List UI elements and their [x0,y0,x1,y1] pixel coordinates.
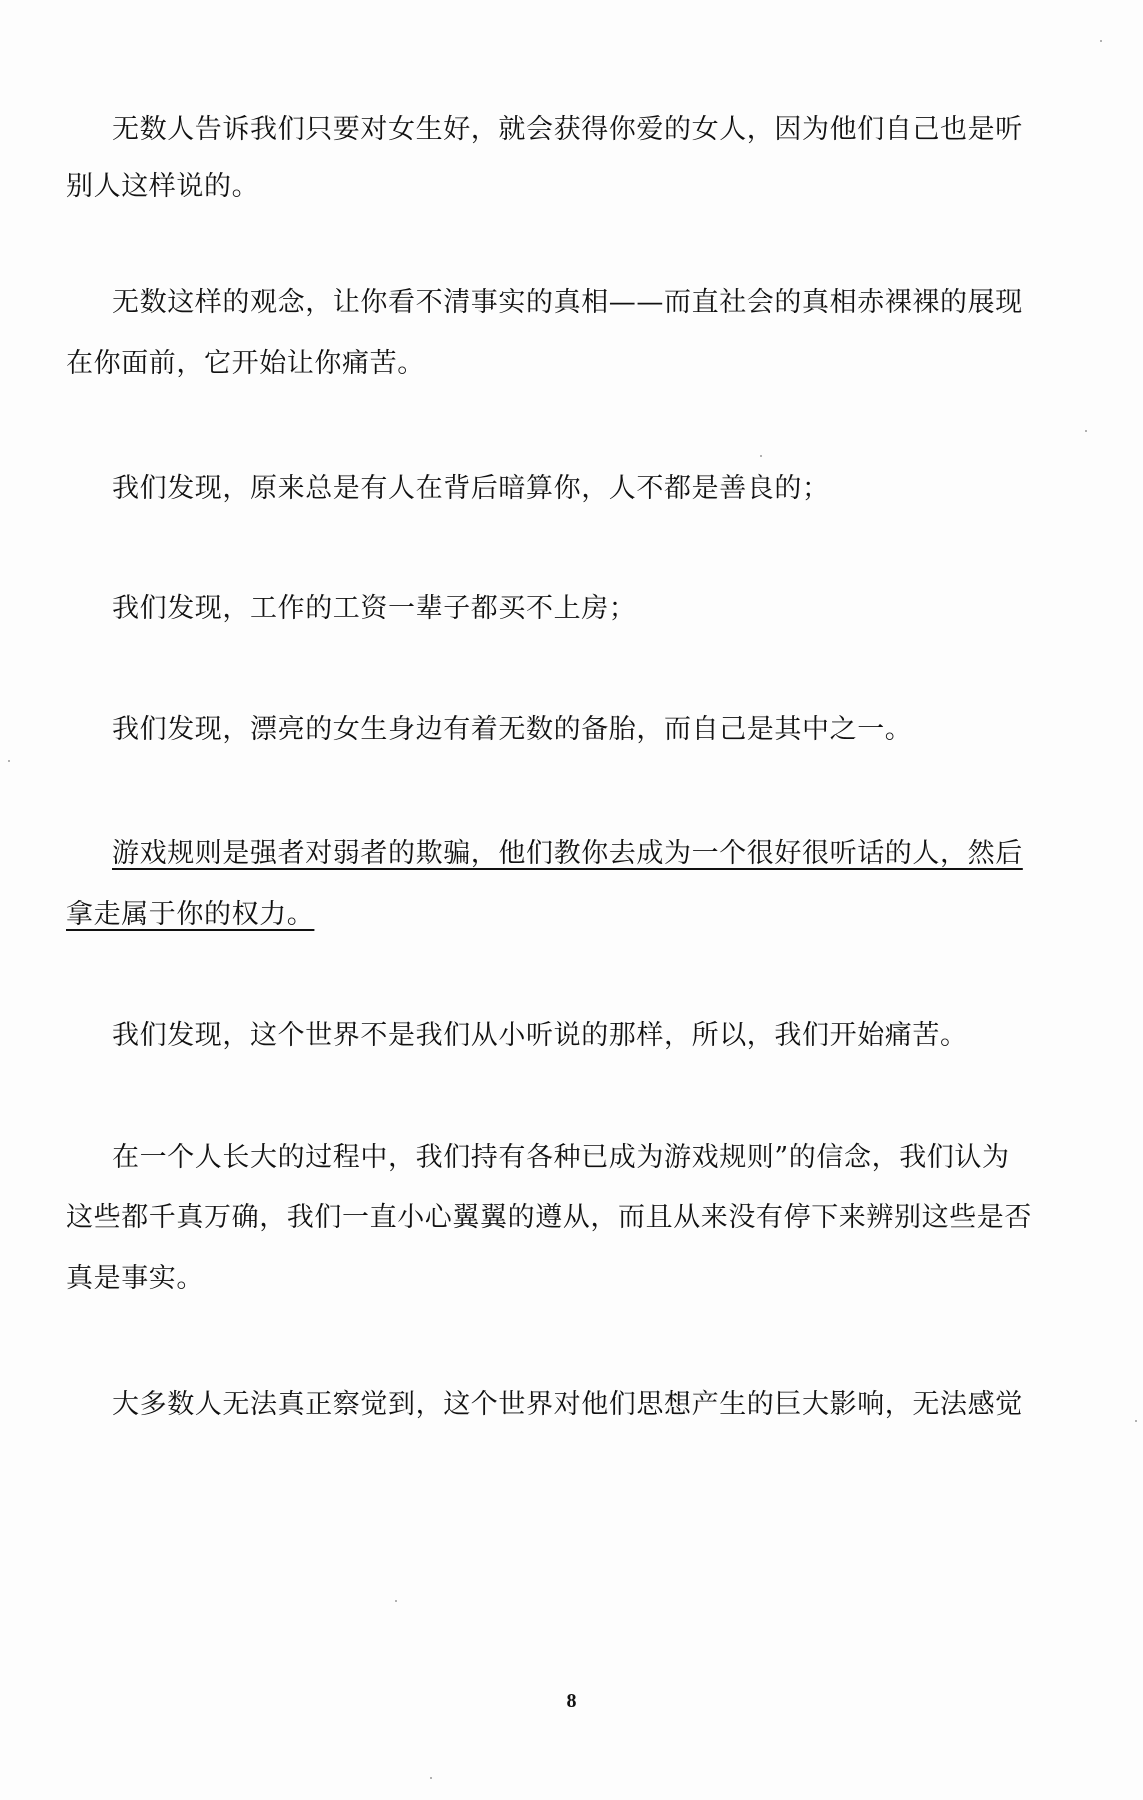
paragraph-1-line-2: 别人这样说的。 [66,171,260,202]
scan-speck [1135,1420,1137,1422]
scan-speck [430,1777,432,1779]
scan-speck [760,455,762,457]
paragraph-2-line-2: 在你面前，它开始让你痛苦。 [66,348,425,379]
paragraph-7: 我们发现，这个世界不是我们从小听说的那样，所以，我们开始痛苦。 [112,1020,968,1051]
underlined-paragraph-line-2: 拿走属于你的权力。 [66,899,315,930]
paragraph-3: 我们发现，原来总是有人在背后暗算你，人不都是善良的； [112,473,830,504]
paragraph-5: 我们发现，漂亮的女生身边有着无数的备胎，而自己是其中之一。 [112,714,913,745]
scan-speck [395,1600,397,1602]
paragraph-8-line-1: 在一个人长大的过程中，我们持有各种已成为游戏规则”的信念，我们认为 [112,1142,1010,1173]
paragraph-4: 我们发现，工作的工资一辈子都买不上房； [112,593,637,624]
paragraph-8-line-3: 真是事实。 [66,1263,204,1294]
underlined-paragraph-line-1: 游戏规则是强者对弱者的欺骗，他们教你去成为一个很好很听话的人，然后 [112,838,1023,869]
page-number: 8 [566,1690,577,1712]
scan-speck [8,760,10,762]
paragraph-1-line-1: 无数人告诉我们只要对女生好，就会获得你爱的女人，因为他们自己也是听 [112,114,1023,145]
scan-speck [1100,40,1102,42]
scan-speck [1085,430,1087,432]
paragraph-9-line-1: 大多数人无法真正察觉到，这个世界对他们思想产生的巨大影响，无法感觉 [112,1389,1023,1420]
paragraph-2-line-1: 无数这样的观念，让你看不清事实的真相——而直社会的真相赤裸裸的展现 [112,287,1023,318]
paragraph-8-line-2: 这些都千真万确，我们一直小心翼翼的遵从，而且从来没有停下来辨别这些是否 [66,1202,1032,1233]
